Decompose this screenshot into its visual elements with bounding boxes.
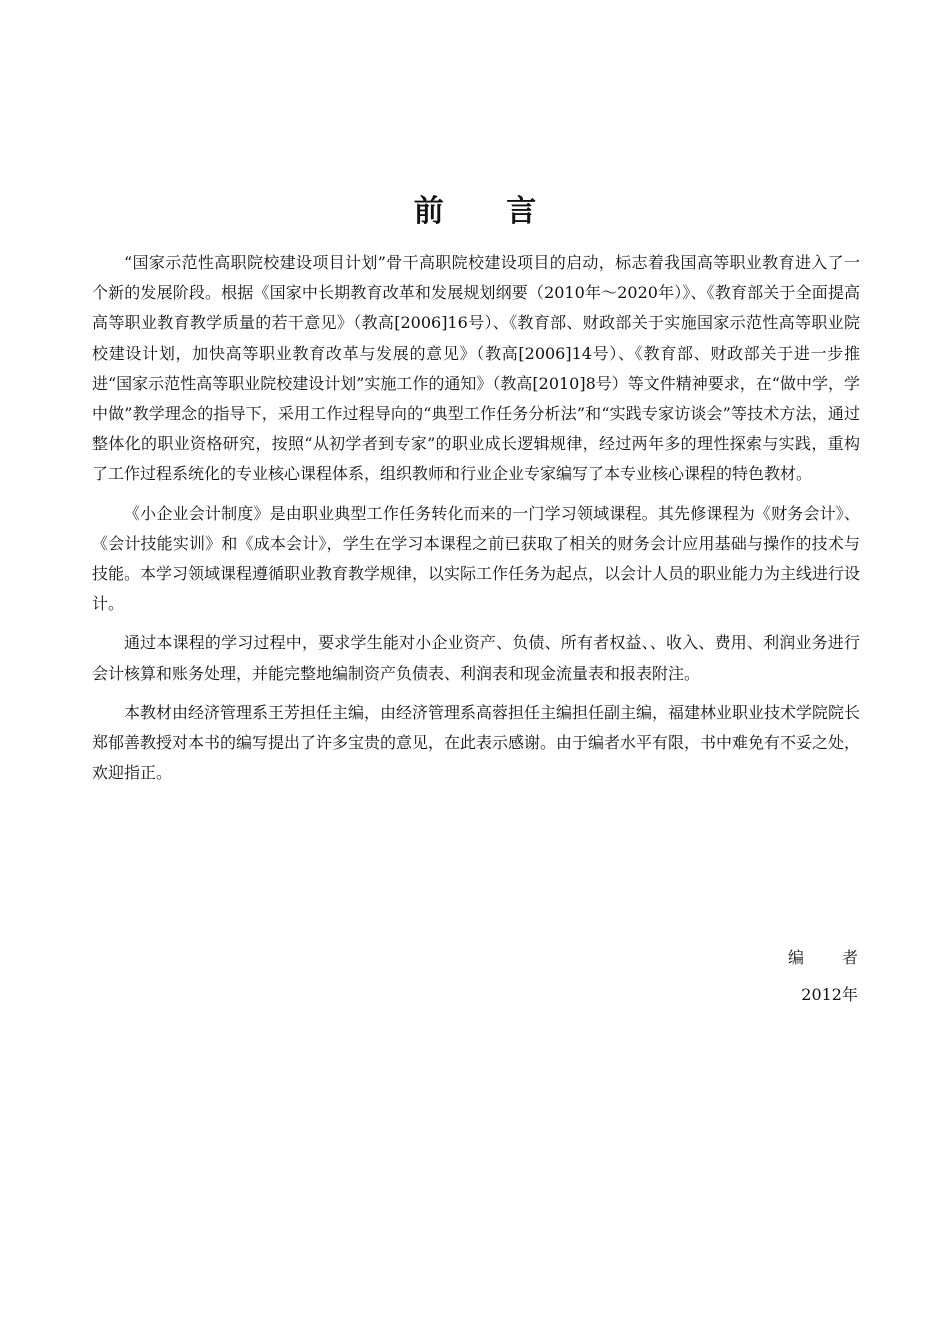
paragraph-3: 通过本课程的学习过程中，要求学生能对小企业资产、负债、所有者权益、、收入、费用、利润业务进行会计核算和账务处理，并能完整地编制资产负债表、利润表和现金流量表和报表附注。 [92,633,860,683]
paragraph-4: 本教材由经济管理系王芳担任主编，由经济管理系高蓉担任主编担任副主编，福建林业职业技术学院院长郑郁善教授对本书的编写提出了许多宝贵的意见，在此表示感谢。由于编者水平有限，书中难免有不妥之处，欢迎指正。 [92,702,861,783]
paragraph-2: 《小企业会计制度》是由职业典型工作任务转化而来的一门学习领域课程。其先修课程为《财务会计》、《会计技能实训》和《成本会计》，学生在学习本课程之前已获取了相关的财务会计应用基础与操作的技术与技能。本学习领域课程遵循职业教育教学规律，以实际工作任务为起点，以会计人员的职业能力为主线进行设计。 [92,503,861,614]
preface-body [92,248,860,797]
paragraph-1: “国家示范性高职院校建设项目计划”骨干高职院校建设项目的启动，标志着我国高等职业教育进入了一个新的发展阶段。根据《国家中长期教育改革和发展规划纲要（2010年～2020年）》、《教育部关于全面提高高等职业教育教学质量的若干意见》（教高[2006]16号）、《教育部、财政部关于实施国家示范性高等职业院校建设计划，加快高等职业教育改革与发展的意见》（教高[2006]14号）、《教育部、财政部关于进一步推进“国家示范性高等职业院校建设计划”实施工作的通知》（教高[2010]8号）等文件精神要求，在“做中学，学中做”教学理念的指导下，采用工作过程导向的“典型工作任务分析法”和“实践专家访谈会”等技术方法，通过整体化的职业资格研究，按照“从初学者到专家”的职业成长逻辑规律，经过两年多的理性探索与实践，重构了工作过程系统化的专业核心课程体系，组织教师和行业企业专家编写了本专业核心课程的特色教材。 [92,253,860,484]
signature-editor: 编者 [787,948,896,967]
page-title: 前 言 [413,194,563,229]
signature-year: 2012年 [801,985,858,1004]
